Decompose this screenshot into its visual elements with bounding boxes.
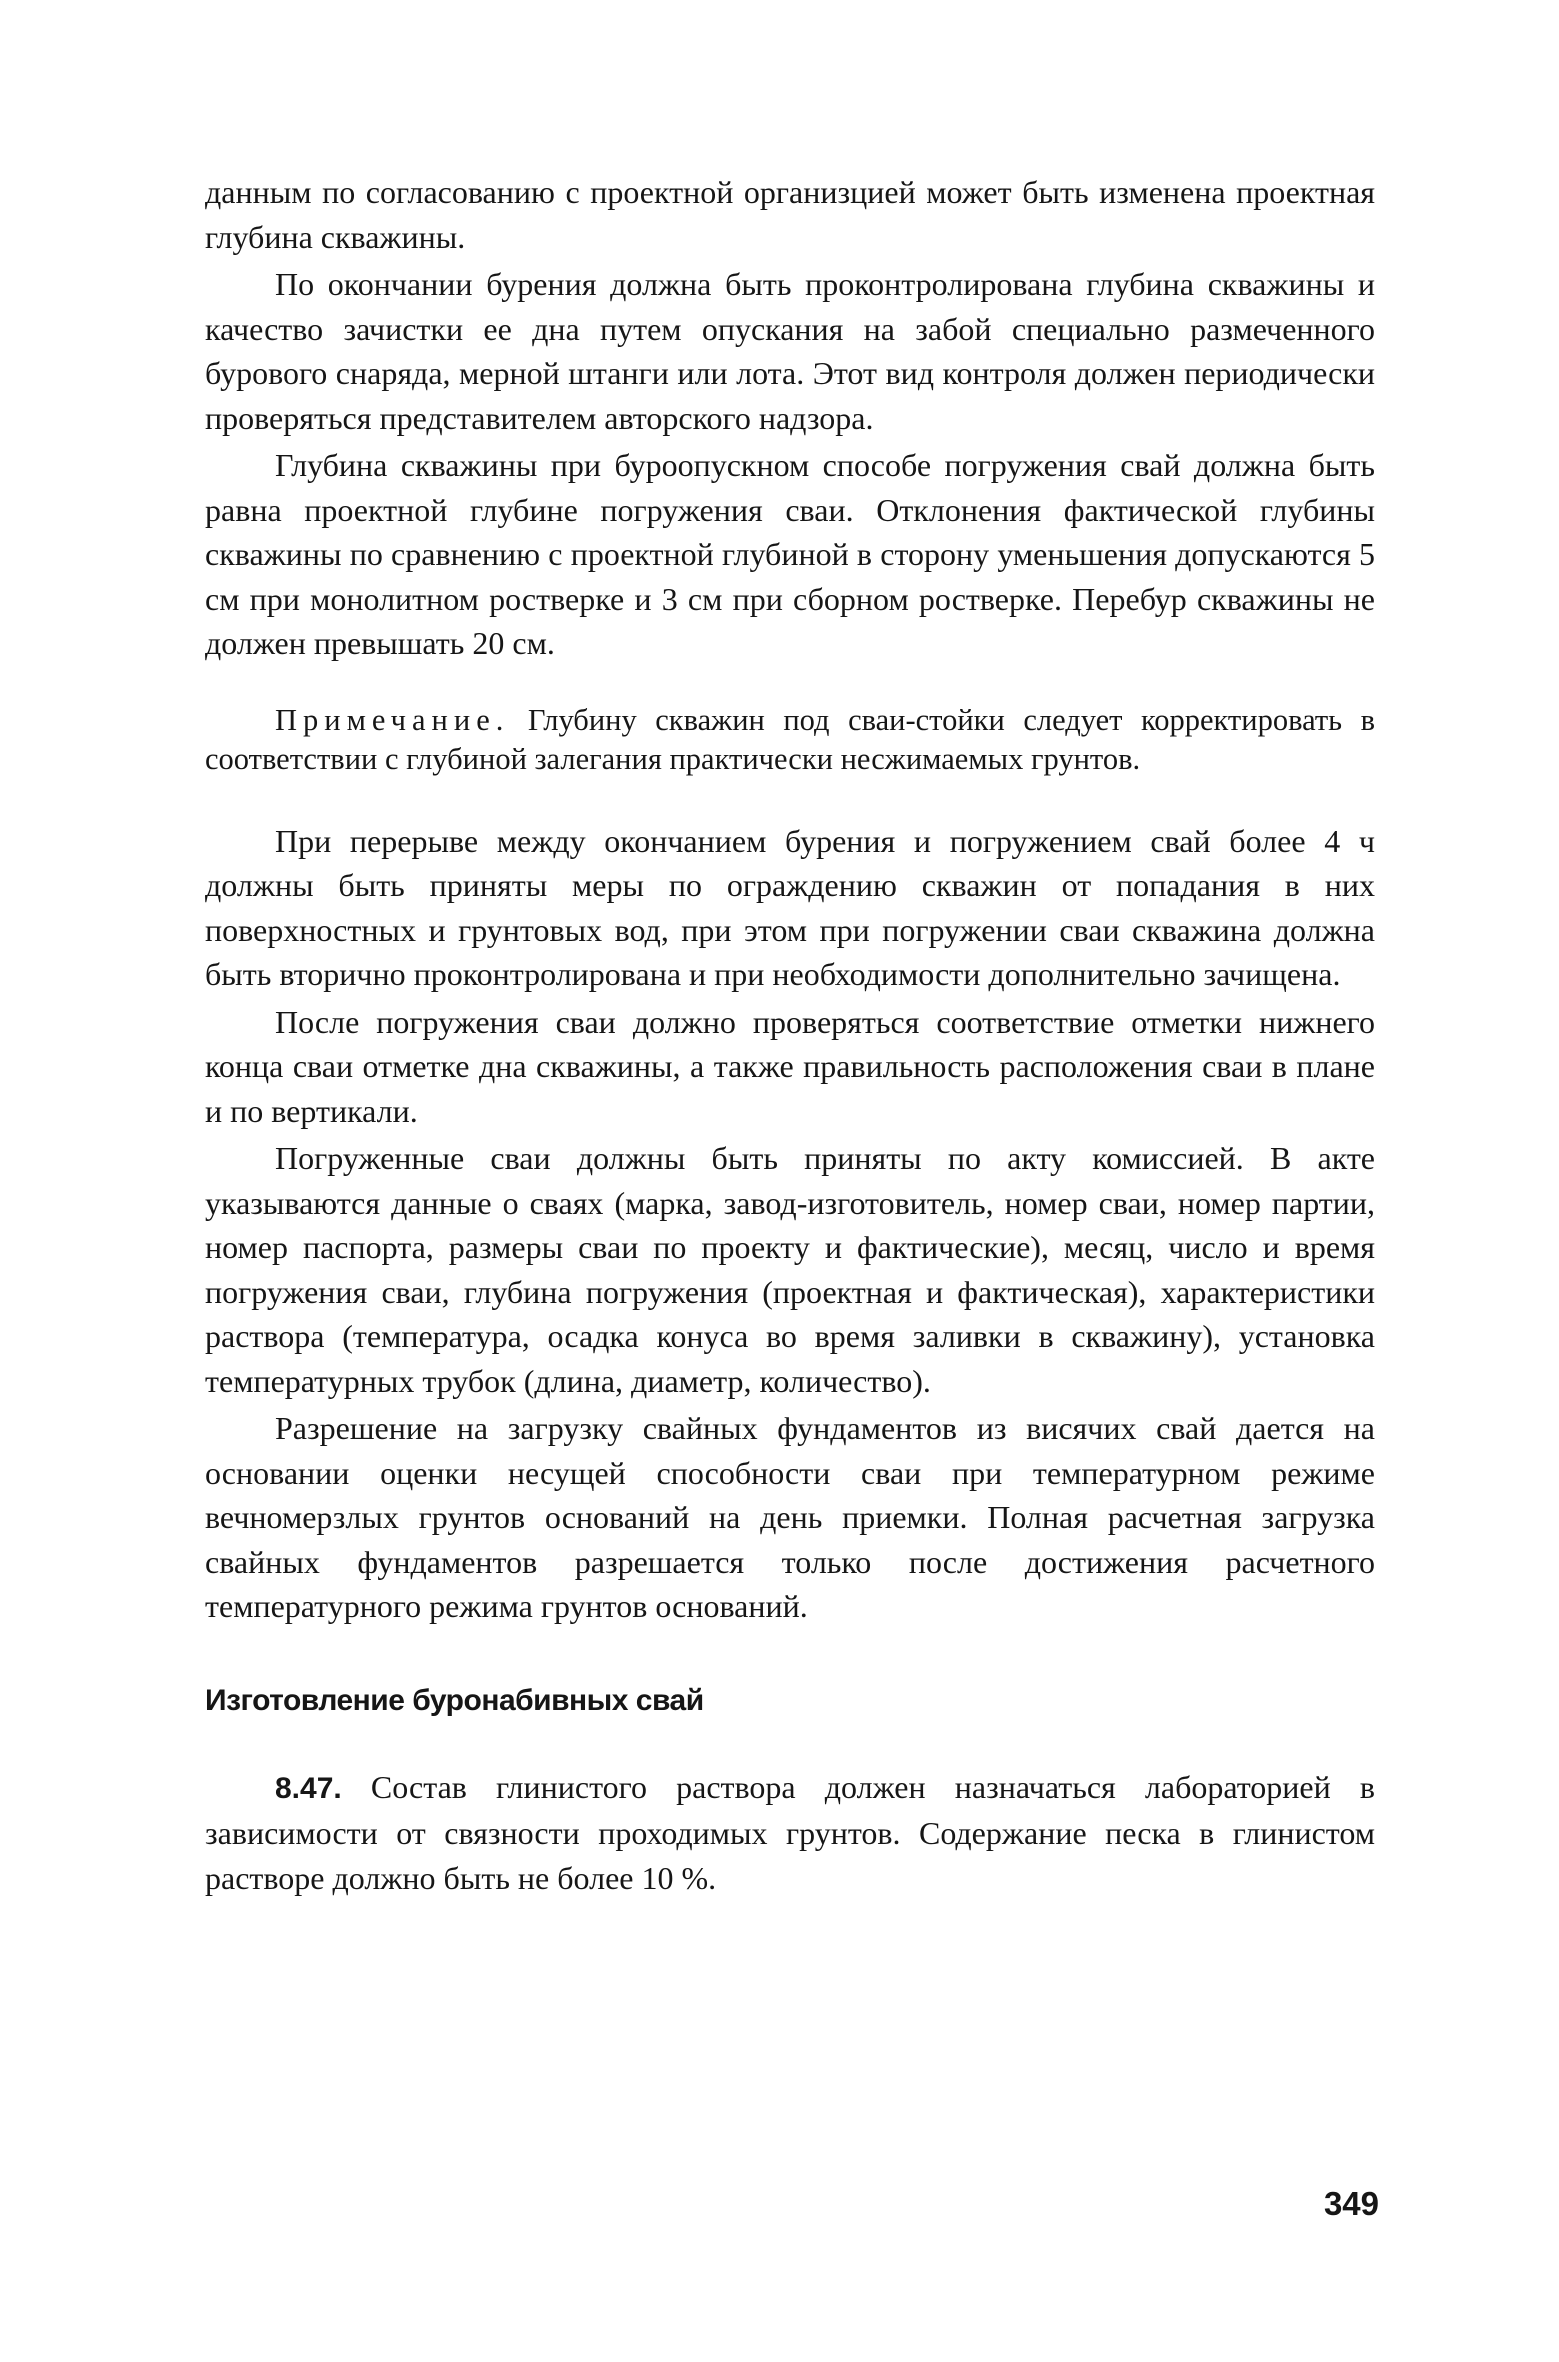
paragraph-acceptance-act: Погруженные сваи должны быть приняты по акту комиссией. В акте указываются данные о сваях (марка, завод-изготовитель, номер сваи, номер партии, номер паспорта, размеры сваи по проекту и фактические), месяц, число и время погружения сваи, глубина погружения (проектная и фактическая), характеристики раствора (температура, осадка конуса во время заливки в скважину), установка температурных трубок (длина, диаметр, количество). xyxy=(205,1140,1375,1399)
page-body xyxy=(205,170,1375,1903)
note-text: Глубину скважин под сваи-стойки следует корректировать в соответствии с глубиной залегания практически несжимаемых грунтов. xyxy=(205,702,1375,776)
section-heading: Изготовление буронабивных свай xyxy=(205,1683,704,1717)
clause-text: Состав глинистого раствора должен назначаться лабораторией в зависимости от связности проходимых грунтов. Содержание песка в глинистом растворе должно быть не более 10 %. xyxy=(205,1768,1375,1896)
clause-number: 8.47. xyxy=(275,1771,342,1805)
paragraph-loading-permission: Разрешение на загрузку свайных фундаментов из висячих свай дается на основании оценки несущей способности сваи при температурном режиме вечномерзлых грунтов оснований на день приемки. Полная расчетная загрузка свайных фундаментов разрешается только после достижения расчетного температурного режима грунтов оснований. xyxy=(205,1410,1375,1624)
paragraph-post-driving-check: После погружения сваи должно проверяться соответствие отметки нижнего конца сваи отметке дна скважины, а также правильность расположения сваи в плане и по вертикали. xyxy=(205,1003,1375,1129)
paragraph-drilling-break: При перерыве между окончанием бурения и погружением свай более 4 ч должны быть приняты меры по ограждению скважин от попадания в них поверхностных и грунтовых вод, при этом при погружении сваи скважина должна быть вторично проконтролирована и при необходимости дополнительно зачищена. xyxy=(205,822,1375,992)
note-block xyxy=(205,701,1375,779)
clause-8-47 xyxy=(205,1765,1375,1901)
paragraph-depth-tolerance: Глубина скважины при буроопускном способе погружения свай должна быть равна проектной глубине погружения сваи. Отклонения фактической глубины скважины по сравнению с проектной глубиной в сторону уменьшения допускаются 5 см при монолитном ростверке и 3 см при сборном ростверке. Перебур скважины не должен превышать 20 см. xyxy=(205,447,1375,661)
paragraph-continuation: данным по согласованию с проектной организцией может быть изменена проектная глубина скважины. xyxy=(205,174,1375,255)
note-label: Примечание. xyxy=(275,702,510,737)
page-number: 349 xyxy=(1323,2185,1379,2222)
paragraph-depth-control: По окончании бурения должна быть проконтролирована глубина скважины и качество зачистки ее дна путем опускания на забой специально размеченного бурового снаряда, мерной штанги или лота. Этот вид контроля должен периодически проверяться представителем авторского надзора. xyxy=(205,266,1375,436)
